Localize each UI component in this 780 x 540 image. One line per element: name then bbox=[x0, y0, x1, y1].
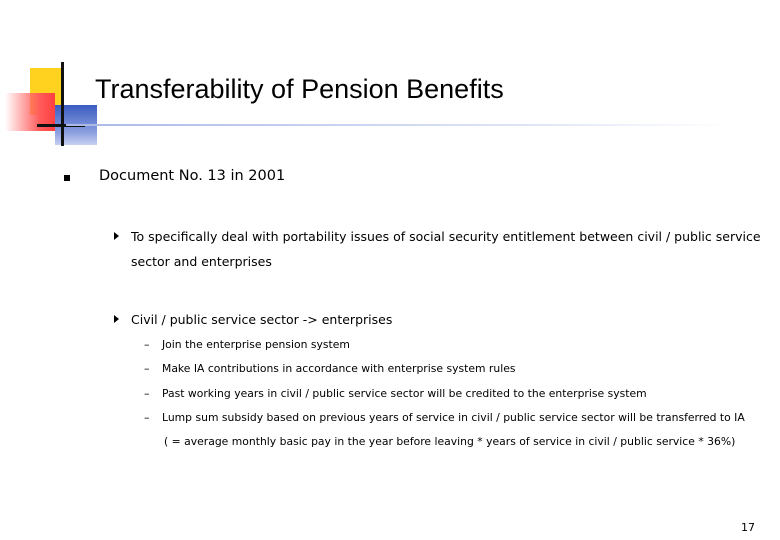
dash-bullet-icon: – bbox=[144, 362, 150, 375]
sub-bullet-past-working-years: Past working years in civil / public service sector will be credited to the enterprise system bbox=[162, 387, 647, 400]
slide-title: Transferability of Pension Benefits bbox=[95, 74, 504, 104]
square-bullet-icon bbox=[64, 175, 70, 181]
bullet-civil-to-enterprises: Civil / public service sector -> enterprises bbox=[131, 312, 393, 327]
page-number: 17 bbox=[741, 521, 755, 534]
sub-bullet-join: Join the enterprise pension system bbox=[162, 338, 350, 351]
title-underline bbox=[66, 124, 731, 126]
sub-bullet-lump-sum: Lump sum subsidy based on previous years of service in civil / public service sector will be transferred to IA bbox=[162, 411, 745, 424]
dash-bullet-icon: – bbox=[144, 387, 150, 400]
arrow-bullet-icon bbox=[114, 315, 119, 323]
decorative-vertical-line bbox=[61, 62, 64, 146]
arrow-bullet-icon bbox=[114, 232, 119, 240]
dash-bullet-icon: – bbox=[144, 338, 150, 351]
dash-bullet-icon: – bbox=[144, 411, 150, 424]
sub-bullet-ia-contributions: Make IA contributions in accordance with enterprise system rules bbox=[162, 362, 516, 375]
bullet-portability: To specifically deal with portability issues of social security entitlement between civil / public service sector and enterprises bbox=[131, 229, 761, 269]
sub-bullet-lump-sum-formula: ( = average monthly basic pay in the year before leaving * years of service in civil / public service * 36%) bbox=[164, 435, 736, 448]
bullet-document-no: Document No. 13 in 2001 bbox=[99, 168, 286, 184]
